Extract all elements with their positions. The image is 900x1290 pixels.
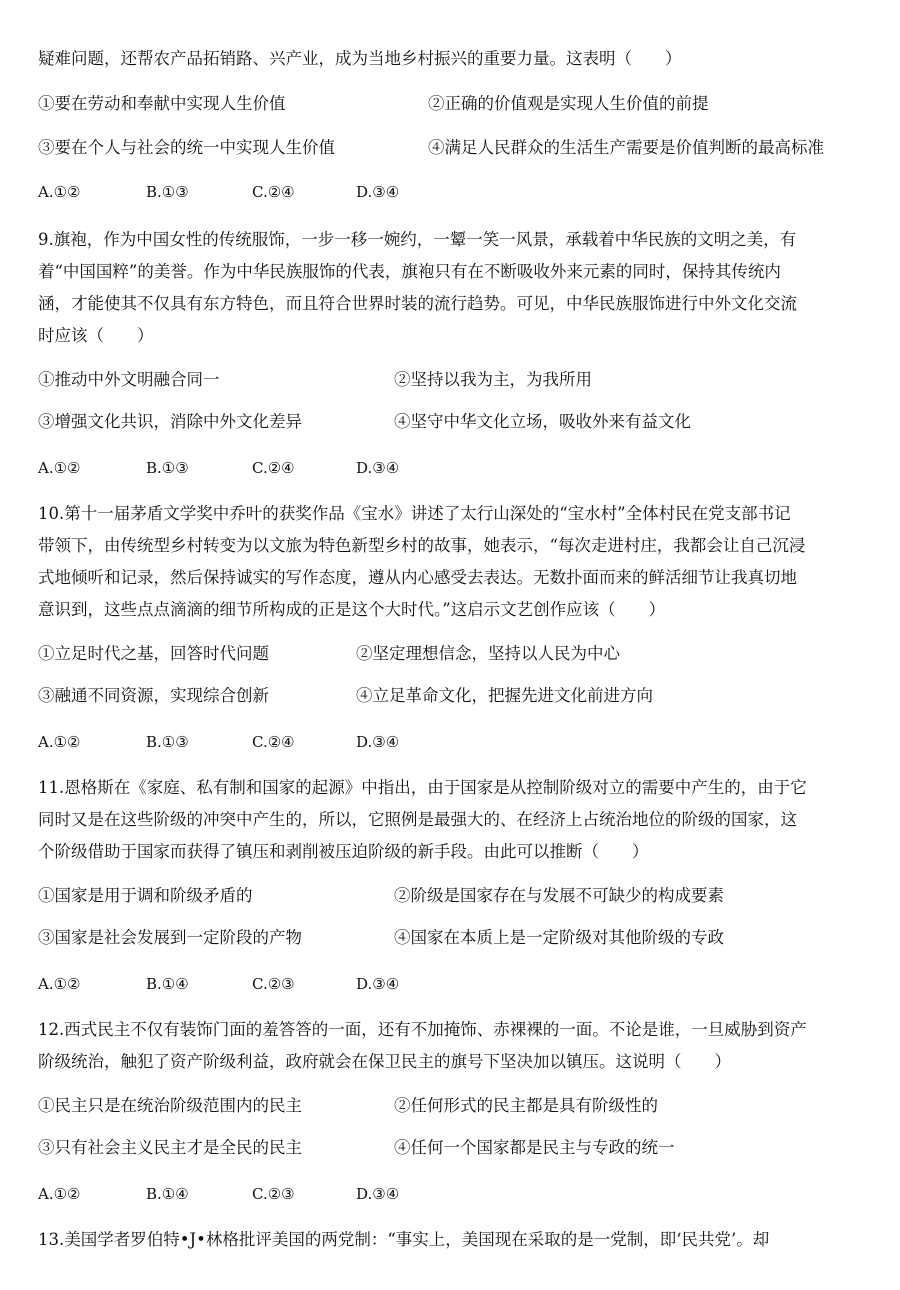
choice-statement: ③融通不同资源，实现综合创新	[38, 686, 269, 705]
question-stem-line: 阶级统治，触犯了资产阶级利益，政府就会在保卫民主的旗号下坚决加以镇压。这说明（ ）	[38, 1052, 731, 1071]
answer-option: B.①③	[146, 459, 189, 477]
answer-option: B.①③	[146, 183, 189, 201]
choice-statement: ①推动中外文明融合同一	[38, 370, 220, 389]
answer-option: A.①②	[38, 459, 81, 477]
choice-statement: ①民主只是在统治阶级范围内的民主	[38, 1096, 302, 1115]
question-stem-line: 时应该（ ）	[38, 326, 154, 345]
choice-statement: ③增强文化共识，消除中外文化差异	[38, 412, 302, 431]
question-stem-line: 意识到，这些点点滴滴的细节所构成的正是这个大时代。”这启示文艺创作应该（ ）	[38, 600, 666, 619]
choice-statement: ②正确的价值观是实现人生价值的前提	[428, 94, 709, 113]
choice-statement: ④坚守中华文化立场，吸收外来有益文化	[394, 412, 691, 431]
question-stem-line: 着“中国国粹”的美誉。作为中华民族服饰的代表，旗袍只有在不断吸收外来元素的同时，保持其传统内	[38, 262, 781, 281]
choice-statement: ③国家是社会发展到一定阶段的产物	[38, 928, 302, 947]
choice-statement: ④立足革命文化，把握先进文化前进方向	[356, 686, 653, 705]
question-stem-line: 12.西式民主不仅有装饰门面的羞答答的一面，还有不加掩饰、赤裸裸的一面。不论是谁，一旦威胁到资产	[38, 1020, 807, 1039]
answer-option: C.②③	[252, 1185, 295, 1203]
answer-option: A.①②	[38, 183, 81, 201]
question-stem-line: 带领下，由传统型乡村转变为以文旅为特色新型乡村的故事，她表示，“每次走进村庄，我都会让自己沉浸	[38, 536, 806, 555]
choice-statement: ④国家在本质上是一定阶级对其他阶级的专政	[394, 928, 724, 947]
choice-statement: ②阶级是国家存在与发展不可缺少的构成要素	[394, 886, 724, 905]
question-stem-line: 13.美国学者罗伯特•J•林格批评美国的两党制：“事实上，美国现在采取的是一党制，即‘民共党’。却	[38, 1230, 770, 1249]
answer-option: B.①③	[146, 733, 189, 751]
question-stem-line: 涵，才能使其不仅具有东方特色，而且符合世界时装的流行趋势。可见，中华民族服饰进行中外文化交流	[38, 294, 797, 313]
question-stem-line: 疑难问题，还帮农产品拓销路、兴产业，成为当地乡村振兴的重要力量。这表明（ ）	[38, 49, 682, 68]
answer-option: A.①②	[38, 1185, 81, 1203]
choice-statement: ②坚持以我为主，为我所用	[394, 370, 592, 389]
choice-statement: ①要在劳动和奉献中实现人生价值	[38, 94, 286, 113]
question-stem-line: 同时又是在这些阶级的冲突中产生的，所以，它照例是最强大的、在经济上占统治地位的阶级的国家，这	[38, 810, 797, 829]
choice-statement: ③只有社会主义民主才是全民的民主	[38, 1138, 302, 1157]
answer-option: D.③④	[356, 183, 400, 201]
answer-option: C.②④	[252, 733, 295, 751]
answer-option: D.③④	[356, 1185, 400, 1203]
answer-option: B.①④	[146, 1185, 189, 1203]
answer-option: C.②④	[252, 459, 295, 477]
choice-statement: ①立足时代之基，回答时代问题	[38, 644, 269, 663]
choice-statement: ③要在个人与社会的统一中实现人生价值	[38, 138, 335, 157]
question-stem-line: 10.第十一届茅盾文学奖中乔叶的获奖作品《宝水》讲述了太行山深处的“宝水村”全体村民在党支部书记	[38, 504, 791, 523]
choice-statement: ④满足人民群众的生活生产需要是价值判断的最高标准	[428, 138, 824, 157]
question-stem-line: 个阶级借助于国家而获得了镇压和剥削被压迫阶级的新手段。由此可以推断（ ）	[38, 842, 649, 861]
answer-option: C.②④	[252, 183, 295, 201]
question-stem-line: 式地倾听和记录，然后保持诚实的写作态度，遵从内心感受去表达。无数扑面而来的鲜活细节让我真切地	[38, 568, 797, 587]
answer-option: B.①④	[146, 975, 189, 993]
answer-option: D.③④	[356, 975, 400, 993]
question-stem-line: 11.恩格斯在《家庭、私有制和国家的起源》中指出，由于国家是从控制阶级对立的需要中产生的，由于它	[38, 778, 807, 797]
answer-option: A.①②	[38, 733, 81, 751]
answer-option: D.③④	[356, 733, 400, 751]
choice-statement: ②任何形式的民主都是具有阶级性的	[394, 1096, 658, 1115]
answer-option: C.②③	[252, 975, 295, 993]
answer-option: D.③④	[356, 459, 400, 477]
choice-statement: ①国家是用于调和阶级矛盾的	[38, 886, 253, 905]
question-stem-line: 9.旗袍，作为中国女性的传统服饰，一步一移一婉约，一颦一笑一风景，承载着中华民族的文明之美，有	[38, 230, 797, 249]
choice-statement: ④任何一个国家都是民主与专政的统一	[394, 1138, 675, 1157]
answer-option: A.①②	[38, 975, 81, 993]
choice-statement: ②坚定理想信念，坚持以人民为中心	[356, 644, 620, 663]
